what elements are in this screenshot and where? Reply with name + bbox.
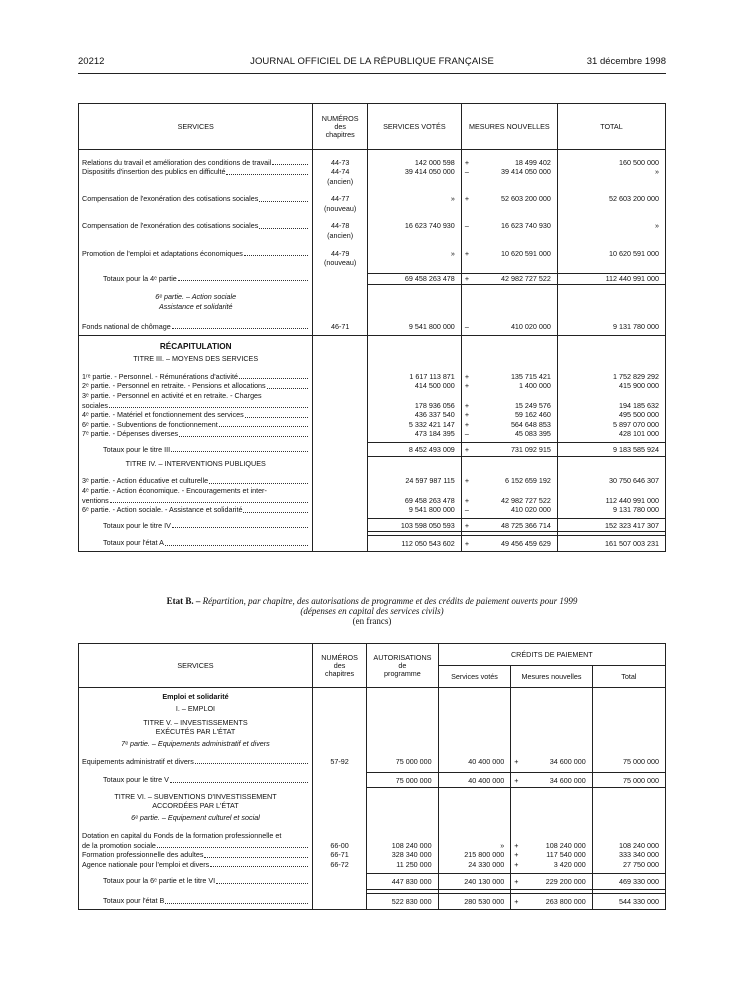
table-row bbox=[79, 167, 666, 177]
row-mesures: 410 020 000 bbox=[510, 505, 551, 515]
row-mesures: 16 623 740 930 bbox=[500, 221, 551, 231]
row-total: 112 440 991 000 bbox=[557, 496, 665, 506]
etat-b-caption bbox=[78, 596, 666, 626]
table-row bbox=[79, 505, 666, 515]
total-total: 152 323 417 307 bbox=[557, 519, 665, 532]
row-votes: 9 541 800 000 bbox=[367, 322, 461, 336]
row-total: » bbox=[557, 167, 665, 177]
row-sign: + bbox=[461, 381, 477, 391]
row-label-cell bbox=[79, 158, 313, 168]
table-row bbox=[79, 177, 666, 187]
col-services: SERVICES bbox=[79, 104, 313, 150]
row-sign bbox=[461, 177, 477, 187]
total-total: 75 000 000 bbox=[592, 772, 665, 788]
table-row bbox=[79, 401, 666, 411]
row-votes bbox=[367, 258, 461, 268]
row-chapter: 44-73 bbox=[313, 158, 368, 168]
row-total: 108 240 000 bbox=[592, 841, 665, 851]
row-total: 1 752 829 292 bbox=[557, 372, 665, 382]
row-sign bbox=[461, 486, 477, 496]
row-sign: + bbox=[461, 158, 477, 168]
row-mesures bbox=[478, 391, 558, 401]
row-chapter bbox=[313, 420, 368, 430]
total-sign: + bbox=[511, 873, 527, 889]
row-label: Fonds national de chômage bbox=[82, 321, 171, 331]
row-chapter: (ancien) bbox=[313, 177, 368, 187]
row-label: Compensation de l'exonération des cotisations sociales bbox=[82, 194, 259, 204]
row-total: 415 900 000 bbox=[557, 381, 665, 391]
row-label-cell bbox=[79, 221, 313, 231]
table-row bbox=[79, 757, 666, 767]
row-chapter: 44-74 bbox=[313, 167, 368, 177]
row-votes: 39 414 050 000 bbox=[367, 167, 461, 177]
caption-line2: (dépenses en capital des services civils) bbox=[300, 606, 444, 616]
row-chapter: (ancien) bbox=[313, 231, 368, 241]
row-sign: + bbox=[511, 841, 527, 851]
row-mesures: 6 152 659 192 bbox=[504, 476, 551, 486]
row-votes bbox=[367, 486, 461, 496]
section-heading: 6ᵉ partie. – Action sociale bbox=[79, 292, 313, 302]
row-label-cell bbox=[79, 505, 313, 515]
row-sign: + bbox=[461, 410, 477, 420]
row-total: 27 750 000 bbox=[592, 860, 665, 870]
row-chapter bbox=[313, 486, 368, 496]
total-votes: 280 530 000 bbox=[438, 893, 511, 909]
total-votes: 103 598 050 593 bbox=[367, 519, 461, 532]
row-label: 6ᵉ partie. - Action sociale. - Assistance et solidarité bbox=[82, 505, 243, 515]
total-mesures: 49 456 459 629 bbox=[478, 535, 558, 551]
row-total: 160 500 000 bbox=[557, 158, 665, 168]
titre4-heading: TITRE IV. – INTERVENTIONS PUBLIQUES bbox=[79, 456, 313, 470]
total-sign: + bbox=[461, 535, 477, 551]
row-label-cell bbox=[79, 249, 313, 259]
row-autorisations bbox=[367, 831, 439, 841]
row-mesures: 42 982 727 522 bbox=[500, 495, 551, 505]
row-label: Equipements administratif et divers bbox=[82, 756, 194, 766]
caption-line3: (en francs) bbox=[352, 616, 392, 626]
row-votes bbox=[367, 204, 461, 214]
row-mesures: 10 620 591 000 bbox=[500, 248, 551, 258]
row-sign bbox=[461, 391, 477, 401]
row-mesures bbox=[478, 177, 558, 187]
row-chapter bbox=[313, 429, 368, 439]
caption-lead: Etat B. – bbox=[166, 596, 201, 606]
caption-line1: Répartition, par chapitre, des autorisations de programme et des crédits de paiement ouverts pour 1999 bbox=[202, 596, 578, 606]
row-label-cell bbox=[79, 429, 313, 439]
table-row bbox=[79, 486, 666, 496]
row-mesures bbox=[478, 231, 558, 241]
row-sign: + bbox=[511, 860, 527, 870]
row-label-cell bbox=[79, 486, 313, 496]
row-mesures: 52 603 200 000 bbox=[500, 194, 551, 204]
total-mesures: 229 200 000 bbox=[527, 873, 592, 889]
section-subheading: Assistance et solidarité bbox=[79, 302, 313, 312]
row-votes: » bbox=[438, 841, 511, 851]
grand-total-row bbox=[79, 893, 666, 909]
table-row bbox=[79, 231, 666, 241]
row-label: Relations du travail et amélioration des conditions de travail bbox=[82, 157, 272, 167]
total-total: 9 183 585 924 bbox=[557, 443, 665, 457]
row-sign: + bbox=[461, 194, 477, 204]
row-votes: 178 936 056 bbox=[367, 401, 461, 411]
row-label: Dispositifs d'insertion des publics en difficulté bbox=[82, 167, 226, 177]
row-votes: 473 184 395 bbox=[367, 429, 461, 439]
etat-a-table bbox=[78, 103, 666, 552]
row-label-cell bbox=[79, 204, 313, 214]
total-row bbox=[79, 519, 666, 532]
table-row bbox=[79, 221, 666, 231]
row-autorisations: 75 000 000 bbox=[367, 757, 439, 767]
row-label: Promotion de l'emploi et adaptations économiques bbox=[82, 248, 243, 258]
row-votes: 24 597 987 115 bbox=[367, 476, 461, 486]
row-chapter: 66-71 bbox=[312, 850, 366, 860]
total-autorisations: 75 000 000 bbox=[367, 772, 439, 788]
row-chapter bbox=[313, 476, 368, 486]
row-total: 75 000 000 bbox=[592, 757, 665, 767]
row-label-cell bbox=[79, 391, 313, 401]
row-votes: » bbox=[367, 249, 461, 259]
row-chapter: 44-78 bbox=[313, 221, 368, 231]
row-total: 428 101 000 bbox=[557, 429, 665, 439]
row-label-cell bbox=[79, 831, 313, 841]
row-total bbox=[592, 831, 665, 841]
row-label-cell bbox=[79, 860, 313, 870]
total-mesures: 263 800 000 bbox=[527, 893, 592, 909]
row-total: 194 185 632 bbox=[557, 401, 665, 411]
titre5-heading-line2: EXÉCUTÉS PAR L'ÉTAT bbox=[79, 727, 313, 737]
row-chapter: 46-71 bbox=[313, 322, 368, 336]
total-total: 112 440 991 000 bbox=[557, 274, 665, 285]
col-autorisations: AUTORISATIONS de programme bbox=[367, 644, 439, 688]
col-numeros: NUMÉROS des chapitres bbox=[313, 104, 368, 150]
row-sign: – bbox=[461, 505, 477, 515]
table-row bbox=[79, 860, 666, 870]
col-total: TOTAL bbox=[557, 104, 665, 150]
row-sign: – bbox=[461, 167, 477, 177]
row-votes: 16 623 740 930 bbox=[367, 221, 461, 231]
row-total bbox=[557, 258, 665, 268]
row-sign: – bbox=[461, 221, 477, 231]
row-votes: 436 337 540 bbox=[367, 410, 461, 420]
row-label-cell bbox=[79, 167, 313, 177]
ministry-heading: Emploi et solidarité bbox=[79, 688, 313, 702]
total-sign: + bbox=[461, 274, 477, 285]
row-chapter: 44-77 bbox=[313, 194, 368, 204]
row-total: 10 620 591 000 bbox=[557, 249, 665, 259]
row-sign: + bbox=[461, 372, 477, 382]
row-label: 2ᵉ partie. - Personnel en retraite. - Pensions et allocations bbox=[82, 381, 266, 391]
total-total: 544 330 000 bbox=[592, 893, 665, 909]
row-votes: 40 400 000 bbox=[438, 757, 511, 767]
row-total: » bbox=[557, 221, 665, 231]
total-label: Totaux pour l'état A bbox=[103, 538, 164, 548]
section-heading: I. – EMPLOI bbox=[79, 702, 313, 716]
row-total: 30 750 646 307 bbox=[557, 476, 665, 486]
col-mesures-nouvelles: Mesures nouvelles bbox=[511, 666, 592, 688]
table-row bbox=[79, 158, 666, 168]
col-total: Total bbox=[592, 666, 665, 688]
row-label: ventions bbox=[82, 495, 109, 505]
row-chapter: (nouveau) bbox=[313, 258, 368, 268]
page-number: 20212 bbox=[78, 56, 105, 67]
row-sign bbox=[461, 204, 477, 214]
total-mesures: 42 982 727 522 bbox=[478, 274, 558, 285]
etat-b-table bbox=[78, 643, 666, 910]
total-label: Totaux pour le titre III bbox=[103, 444, 171, 454]
total-sign: + bbox=[461, 443, 477, 457]
row-label-cell bbox=[79, 258, 313, 268]
row-label: sociales bbox=[82, 400, 108, 410]
row-label-cell bbox=[79, 401, 313, 411]
row-votes: 5 332 421 147 bbox=[367, 420, 461, 430]
total-votes: 112 050 543 602 bbox=[367, 535, 461, 551]
col-numeros: NUMÉROS des chapitres bbox=[312, 644, 366, 688]
row-label-cell bbox=[79, 850, 313, 860]
row-sign: – bbox=[461, 322, 477, 336]
total-votes: 8 452 493 009 bbox=[367, 443, 461, 457]
total-total: 469 330 000 bbox=[592, 873, 665, 889]
total-sign: + bbox=[511, 893, 527, 909]
row-votes: 24 330 000 bbox=[438, 860, 511, 870]
row-votes: 142 000 598 bbox=[367, 158, 461, 168]
row-chapter: 66-00 bbox=[312, 841, 366, 851]
header-rule bbox=[78, 73, 666, 74]
col-services-votes: SERVICES VOTÉS bbox=[367, 104, 461, 150]
table-row bbox=[79, 322, 666, 336]
row-mesures: 564 648 853 bbox=[510, 419, 551, 429]
table-row bbox=[79, 850, 666, 860]
row-label-cell bbox=[79, 420, 313, 430]
row-label-cell bbox=[79, 381, 313, 391]
row-votes: » bbox=[367, 194, 461, 204]
row-votes: 215 800 000 bbox=[438, 850, 511, 860]
row-label: Agence nationale pour l'emploi et divers bbox=[82, 859, 210, 869]
total-sign: + bbox=[461, 519, 477, 532]
row-votes bbox=[367, 231, 461, 241]
row-autorisations: 11 250 000 bbox=[367, 860, 439, 870]
part7-heading: 7ᵉ partie. – Equipements administratif et divers bbox=[79, 737, 313, 751]
total-label: Totaux pour la 4ᵉ partie bbox=[103, 273, 177, 283]
row-chapter bbox=[313, 381, 368, 391]
row-sign: + bbox=[511, 850, 527, 860]
table-row bbox=[79, 372, 666, 382]
titre6-heading-line2: ACCORDÉES PAR L'ÉTAT bbox=[79, 801, 313, 811]
row-label: Dotation en capital du Fonds de la formation professionnelle et bbox=[82, 831, 282, 841]
row-label: de la promotion sociale bbox=[82, 840, 156, 850]
row-sign: + bbox=[511, 757, 527, 767]
table-row bbox=[79, 258, 666, 268]
row-autorisations: 108 240 000 bbox=[367, 841, 439, 851]
row-label-cell bbox=[79, 231, 313, 241]
row-mesures bbox=[478, 258, 558, 268]
grand-total-row bbox=[79, 535, 666, 551]
row-label: 1ʳᵉ partie. - Personnel. - Rémunérations d'activité bbox=[82, 371, 238, 381]
titre3-heading: TITRE III. – MOYENS DES SERVICES bbox=[79, 352, 313, 366]
col-services-votes: Services votés bbox=[438, 666, 511, 688]
row-votes: 414 500 000 bbox=[367, 381, 461, 391]
total-votes: 40 400 000 bbox=[438, 772, 511, 788]
row-mesures: 59 162 460 bbox=[514, 410, 551, 420]
row-label-cell bbox=[79, 194, 313, 204]
total-row bbox=[79, 443, 666, 457]
titre6-heading-line1: TITRE VI. – SUBVENTIONS D'INVESTISSEMENT bbox=[79, 788, 313, 802]
row-label-cell bbox=[79, 496, 313, 506]
row-total bbox=[557, 204, 665, 214]
table-row bbox=[79, 420, 666, 430]
total-total: 161 507 003 231 bbox=[557, 535, 665, 551]
total-votes: 69 458 263 478 bbox=[367, 274, 461, 285]
titre5-heading-line1: TITRE V. – INVESTISSEMENTS bbox=[79, 716, 313, 728]
row-chapter: 66-72 bbox=[312, 860, 366, 870]
row-mesures bbox=[527, 831, 592, 841]
table-row bbox=[79, 204, 666, 214]
row-chapter: 57-92 bbox=[312, 757, 366, 767]
total-row bbox=[79, 274, 666, 285]
total-mesures: 48 725 366 714 bbox=[478, 519, 558, 532]
row-chapter: (nouveau) bbox=[313, 204, 368, 214]
total-label: Totaux pour la 6ᵉ partie et le titre VI bbox=[103, 876, 216, 886]
row-chapter bbox=[313, 391, 368, 401]
row-label-cell bbox=[79, 841, 313, 851]
table-row bbox=[79, 831, 666, 841]
col-services: SERVICES bbox=[79, 644, 313, 688]
row-sign: + bbox=[461, 476, 477, 486]
table-row bbox=[79, 381, 666, 391]
row-sign bbox=[511, 831, 527, 841]
part6-heading: 6ᵉ partie. – Equipement culturel et social bbox=[79, 811, 313, 825]
row-chapter bbox=[313, 372, 368, 382]
col-mesures-nouvelles: MESURES NOUVELLES bbox=[461, 104, 557, 150]
table-row bbox=[79, 410, 666, 420]
row-total bbox=[557, 486, 665, 496]
total-label: Totaux pour le titre IV bbox=[103, 520, 171, 530]
total-sign: + bbox=[511, 772, 527, 788]
row-sign bbox=[461, 231, 477, 241]
row-total bbox=[557, 231, 665, 241]
table-row bbox=[79, 476, 666, 486]
row-sign: + bbox=[461, 420, 477, 430]
row-mesures: 45 083 395 bbox=[514, 429, 551, 439]
row-total: 495 500 000 bbox=[557, 410, 665, 420]
row-mesures: 18 499 402 bbox=[514, 157, 551, 167]
row-sign bbox=[461, 258, 477, 268]
row-label: 4ᵉ partie. - Matériel et fonctionnement des services bbox=[82, 410, 244, 420]
row-autorisations: 328 340 000 bbox=[367, 850, 439, 860]
table-row bbox=[79, 249, 666, 259]
row-mesures: 39 414 050 000 bbox=[500, 167, 551, 177]
table-header-row bbox=[79, 104, 666, 150]
row-chapter bbox=[313, 505, 368, 515]
row-label: Formation professionnelle des adultes bbox=[82, 850, 204, 860]
row-mesures bbox=[478, 486, 558, 496]
row-mesures: 34 600 000 bbox=[549, 756, 586, 766]
row-mesures: 1 400 000 bbox=[518, 381, 551, 391]
row-chapter bbox=[313, 401, 368, 411]
row-sign: + bbox=[461, 496, 477, 506]
row-label-cell bbox=[79, 476, 313, 486]
table-row bbox=[79, 496, 666, 506]
row-label: 7ᵉ partie. - Dépenses diverses bbox=[82, 429, 179, 439]
total-mesures: 34 600 000 bbox=[527, 772, 592, 788]
table-row bbox=[79, 841, 666, 851]
total-label: Totaux pour le titre V bbox=[103, 775, 169, 785]
issue-date: 31 décembre 1998 bbox=[586, 56, 666, 67]
row-mesures: 135 715 421 bbox=[510, 371, 551, 381]
row-label: 3ᵉ partie. - Personnel en activité et en retraite. - Charges bbox=[82, 390, 262, 400]
row-chapter bbox=[313, 410, 368, 420]
row-votes bbox=[438, 831, 511, 841]
table-row bbox=[79, 429, 666, 439]
total-autorisations: 447 830 000 bbox=[367, 873, 439, 889]
row-total: 9 131 780 000 bbox=[557, 505, 665, 515]
total-autorisations: 522 830 000 bbox=[367, 893, 439, 909]
journal-title: JOURNAL OFFICIEL DE LA RÉPUBLIQUE FRANÇAISE bbox=[250, 56, 494, 67]
total-row bbox=[79, 873, 666, 889]
row-label: Compensation de l'exonération des cotisations sociales bbox=[82, 221, 259, 231]
row-mesures: 15 249 576 bbox=[514, 400, 551, 410]
row-sign: + bbox=[461, 249, 477, 259]
row-sign: – bbox=[461, 429, 477, 439]
row-label-cell bbox=[79, 410, 313, 420]
table-row bbox=[79, 194, 666, 204]
table-row bbox=[79, 391, 666, 401]
row-label: 3ᵉ partie. - Action éducative et culturelle bbox=[82, 476, 209, 486]
row-label: 6ᵉ partie. - Subventions de fonctionnement bbox=[82, 419, 218, 429]
row-total: 333 340 000 bbox=[592, 850, 665, 860]
row-mesures: 117 540 000 bbox=[546, 850, 586, 860]
recap-title: RÉCAPITULATION bbox=[79, 336, 313, 352]
row-votes: 69 458 263 478 bbox=[367, 496, 461, 506]
row-votes: 1 617 113 871 bbox=[367, 372, 461, 382]
total-votes: 240 130 000 bbox=[438, 873, 511, 889]
row-total: 52 603 200 000 bbox=[557, 194, 665, 204]
row-label: 4ᵉ partie. - Action économique. - Encouragements et inter- bbox=[82, 486, 267, 496]
row-total bbox=[557, 177, 665, 187]
row-votes: 9 541 800 000 bbox=[367, 505, 461, 515]
row-chapter bbox=[312, 831, 366, 841]
row-mesures bbox=[478, 204, 558, 214]
col-credits: CRÉDITS DE PAIEMENT bbox=[438, 644, 665, 666]
row-chapter bbox=[313, 496, 368, 506]
row-total: 5 897 070 000 bbox=[557, 420, 665, 430]
row-sign: + bbox=[461, 401, 477, 411]
row-mesures: 108 240 000 bbox=[545, 840, 586, 850]
row-mesures: 3 420 000 bbox=[553, 859, 586, 869]
row-mesures: 410 020 000 bbox=[478, 322, 558, 336]
table-header-row bbox=[79, 644, 666, 666]
row-label-cell bbox=[79, 372, 313, 382]
row-label-cell bbox=[79, 177, 313, 187]
total-mesures: 731 092 915 bbox=[478, 443, 558, 457]
row-chapter: 44-79 bbox=[313, 249, 368, 259]
row-total bbox=[557, 391, 665, 401]
row-votes bbox=[367, 177, 461, 187]
row-total: 9 131 780 000 bbox=[557, 322, 665, 336]
row-votes bbox=[367, 391, 461, 401]
total-label: Totaux pour l'état B bbox=[103, 896, 165, 906]
total-row bbox=[79, 772, 666, 788]
